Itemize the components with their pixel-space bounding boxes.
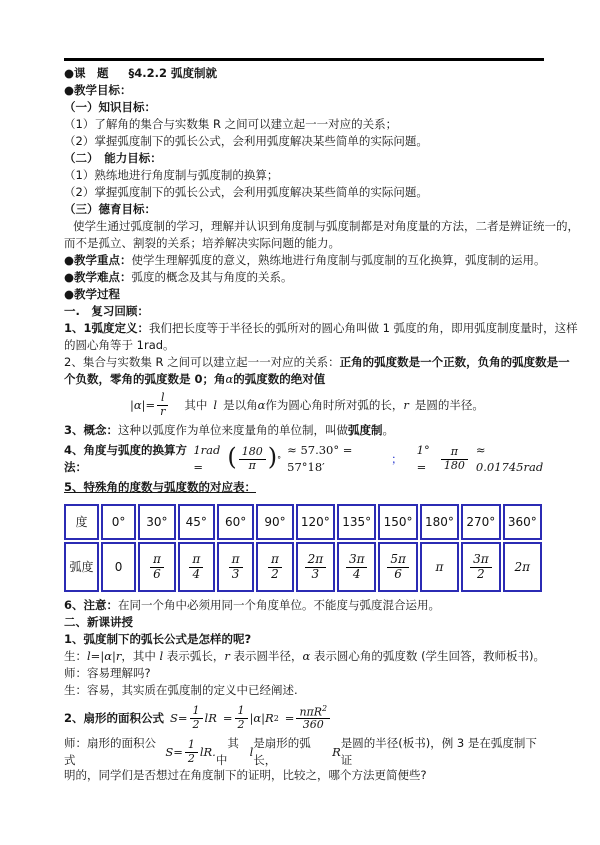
degree-cell: 30° xyxy=(138,504,175,540)
abs-formula-denominator: r xyxy=(160,404,166,418)
radian-denominator: 6 xyxy=(153,566,161,581)
degree-cell: 90° xyxy=(256,504,293,540)
sector-area-formula-line xyxy=(64,699,544,737)
radian-numerator: π xyxy=(189,553,203,567)
radian-denominator: 3 xyxy=(311,566,320,581)
correspondence-line2 xyxy=(64,371,544,388)
student1-var-r: r xyxy=(224,649,230,663)
review-heading: 一. 复习回顾： xyxy=(64,304,149,318)
conv-f1-result: ≈ 57.30° = 57°18′ xyxy=(287,443,353,474)
radian-numerator: π xyxy=(150,553,164,567)
radian-definition-line2: 的圆心角等于 1rad。 xyxy=(64,338,175,352)
conversion-label: 4、角度与弧度的换算方法： xyxy=(64,443,188,474)
conv-f1-numerator: 180 xyxy=(239,446,266,459)
radian-cell xyxy=(461,542,500,592)
radian-definition-label: 1、1弧度定义： xyxy=(64,321,150,335)
arc-length-question: 1、弧度制下的弧长公式是怎样的呢? xyxy=(64,632,252,646)
area-f3-num-text: nπR xyxy=(299,705,323,719)
course-label: ●课 题 xyxy=(64,66,109,80)
radian-denominator: 4 xyxy=(192,566,201,581)
conv-degree-sup: ° xyxy=(277,454,282,464)
radian-fraction xyxy=(387,553,409,580)
radian-fraction xyxy=(346,553,368,580)
moral-goal-line2: 而不是孤立、割裂的关系；培养解决实际问题的能力。 xyxy=(64,236,340,250)
student1-text3: 表示圆心角的弧度数 (学生回答，教师板书)。 xyxy=(310,649,546,663)
radian-header-cell: 弧度 xyxy=(64,542,99,592)
radian-cell: π xyxy=(420,542,459,592)
concept-line xyxy=(64,422,544,439)
radian-row xyxy=(64,542,542,592)
abs-var-l: l xyxy=(213,397,218,412)
absolute-value-formula-line xyxy=(64,388,544,422)
concept-label: 3、概念： xyxy=(64,423,119,437)
radian-numerator: π xyxy=(268,553,282,567)
radian-numerator: 2π xyxy=(305,553,327,567)
radian-cell: 2π xyxy=(503,542,542,592)
radian-cell xyxy=(296,542,335,592)
radian-fraction xyxy=(305,553,327,580)
radian-cell xyxy=(337,542,376,592)
abs-desc-4: 是圆的半径。 xyxy=(414,397,484,412)
radian-denominator: 3 xyxy=(231,566,240,581)
radian-cell: 0 xyxy=(101,542,136,592)
area-s: S= xyxy=(170,710,188,725)
radian-denominator: 2 xyxy=(477,566,485,581)
degree-cell: 180° xyxy=(420,504,459,540)
conv-f2-numerator: π xyxy=(441,446,468,459)
abs-desc-2: 是以角 xyxy=(223,397,258,412)
teaching-goals-heading: ●教学目标： xyxy=(64,83,132,97)
sector-area-label: 2、扇形的面积公式 xyxy=(64,710,165,725)
conv-f1-pre: 1rad = xyxy=(193,443,221,474)
teacher-question-1: 师：容易理解吗? xyxy=(64,666,151,680)
conv-f1-fraction xyxy=(239,446,266,471)
student-answer-1 xyxy=(64,648,544,665)
knowledge-goal-1: （1）了解角的集合与实数集 R 之间可以建立起一一对应的关系； xyxy=(64,117,398,131)
area-third-fraction xyxy=(296,705,330,732)
conv-f2-result: ≈ 0.01745rad xyxy=(475,443,544,474)
ability-goals-heading: （二） 能力目标： xyxy=(64,151,162,165)
conv-f2-fraction xyxy=(441,446,468,471)
radian-cell xyxy=(138,542,175,592)
area-eq1: = xyxy=(222,710,233,725)
teacher2-f-numerator: 1 xyxy=(185,739,198,752)
new-lesson-heading: 二、新课讲授 xyxy=(64,615,133,629)
radian-cell xyxy=(217,542,254,592)
teacher-explanation-line1 xyxy=(64,737,544,767)
teacher2-half-fraction xyxy=(185,739,198,764)
ability-goal-1: （1）熟练地进行角度制与弧度制的换算； xyxy=(64,168,279,182)
teacher2-f-denominator: 2 xyxy=(187,751,195,765)
course-title-line xyxy=(64,65,544,82)
correspondence-bold2: 个负数，零角的弧度数是 0；角 xyxy=(64,372,226,386)
teacher2-mid2: 是扇形的弧长， xyxy=(253,736,311,767)
area-f1-denominator: 2 xyxy=(192,717,200,731)
conv-f1-denominator: π xyxy=(248,458,256,472)
correspondence-line1 xyxy=(64,354,570,371)
correspondence-bold3: 的弧度数的绝对值 xyxy=(233,372,326,386)
abs-formula-numerator: l xyxy=(157,392,168,405)
concept-bold-term: 弧度制 xyxy=(348,423,383,437)
degree-header-cell: 度 xyxy=(64,504,99,540)
student1-text2: 表示圆半径， xyxy=(229,649,303,663)
area-eq2: = xyxy=(284,710,295,725)
radian-definition-text: 我们把长度等于半径长的弧所对的圆心角叫做 1 弧度的角，即用弧度制度量时，这样 xyxy=(149,321,578,335)
student1-alpha: α xyxy=(302,649,311,663)
knowledge-goal-2: （2）掌握弧度制下的弧长公式，会利用弧度解决某些简单的实际问题。 xyxy=(64,134,428,148)
alpha-symbol: α xyxy=(225,372,234,386)
concept-text: 这种以弧度作为单位来度量角的单位制，叫做 xyxy=(118,423,349,437)
degree-cell: 120° xyxy=(296,504,335,540)
area-f2-denominator: 2 xyxy=(237,717,245,731)
degree-cell: 45° xyxy=(178,504,215,540)
teacher-explanation-line2: 明的，同学们是否想过在角度制下的证明，比较之，哪个方法更简便些? xyxy=(64,768,427,782)
conversion-formula-line: 4、角度与弧度的换算方法： 1rad = ( $\frac{180}{\pi}$ ) ° ≈ 57.30° = 57°18′ ； 1° = $\frac{\pi}{180}$ ≈ 0.01745rad xyxy=(64,443,544,474)
radian-fraction xyxy=(150,553,164,580)
degree-radian-table xyxy=(62,502,544,594)
area-mid: |α|R xyxy=(249,710,274,725)
student1-mid: ，其中 xyxy=(121,649,160,663)
emphasis-label: ●教学重点： xyxy=(64,253,132,267)
teacher2-var-r: R xyxy=(332,744,341,759)
radian-denominator: 2 xyxy=(271,566,279,581)
degree-cell: 0° xyxy=(101,504,136,540)
note-line xyxy=(64,597,544,614)
degree-row xyxy=(64,504,542,540)
area-f3-sup: 2 xyxy=(322,703,328,713)
emphasis-text: 使学生理解弧度的意义，熟练地进行角度制与弧度制的互化换算，弧度制的运用。 xyxy=(131,253,546,267)
degree-cell: 135° xyxy=(337,504,376,540)
note-text: 在同一个角中必须用同一个角度单位。不能度与弧度混合运用。 xyxy=(118,598,441,612)
degree-cell: 270° xyxy=(461,504,500,540)
area-f1-numerator: 1 xyxy=(190,705,203,718)
teaching-emphasis-line xyxy=(64,252,544,269)
radian-cell xyxy=(178,542,215,592)
degree-cell: 360° xyxy=(503,504,542,540)
radian-denominator: 4 xyxy=(352,566,361,581)
radian-fraction xyxy=(189,553,203,580)
teaching-process-heading: ●教学过程 xyxy=(64,287,121,301)
student1-var-l: l xyxy=(159,649,164,663)
teacher2-s: S= xyxy=(165,744,183,759)
radian-fraction xyxy=(229,553,243,580)
area-lr: lR xyxy=(204,710,217,725)
abs-var-r: r xyxy=(403,397,409,412)
abs-formula-lhs: |α|= xyxy=(130,397,156,412)
radian-denominator: 6 xyxy=(394,566,402,581)
area-f3-numerator xyxy=(296,705,330,720)
knowledge-goals-heading: （一）知识目标： xyxy=(64,100,156,114)
difficulty-label: ●教学难点： xyxy=(64,270,132,284)
area-f3-denominator: 360 xyxy=(302,718,324,732)
radian-numerator: π xyxy=(229,553,243,567)
radian-definition-line1 xyxy=(64,320,578,337)
radian-numerator: 3π xyxy=(470,553,492,567)
page-content xyxy=(64,58,579,784)
ability-goal-2: （2）掌握弧度制下的弧长公式，会利用弧度解决某些简单的实际问题。 xyxy=(64,185,428,199)
teacher2-mid1: 其中 xyxy=(215,736,239,767)
concept-end: 。 xyxy=(382,423,395,437)
student1-text1: 表示弧长， xyxy=(163,649,225,663)
radian-numerator: 5π xyxy=(387,553,409,567)
teacher2-var-l: l xyxy=(249,744,254,759)
correspondence-prefix: 2、集合与实数集 R 之间可以建立起一一对应的关系： xyxy=(64,355,340,369)
degree-cell: 60° xyxy=(217,504,254,540)
teacher2-mid3: 是圆的半径(板书)，例 3 是在弧度制下证 xyxy=(340,736,537,767)
teacher2-lr: lR. xyxy=(199,744,216,759)
abs-desc-1: 其中 xyxy=(184,397,208,412)
course-title: §4.2.2 弧度制就 xyxy=(128,66,218,80)
area-sup: 2 xyxy=(273,713,279,723)
radian-numerator: 3π xyxy=(346,553,368,567)
conv-f2-pre: 1° = xyxy=(416,443,430,474)
degree-cell: 150° xyxy=(378,504,417,540)
correspondence-bold1: 正角的弧度数是一个正数，负角的弧度数是一 xyxy=(339,355,570,369)
conv-separator: ； xyxy=(391,451,403,466)
abs-formula-fraction xyxy=(157,392,168,417)
teacher2-prefix: 师：扇形的面积公式 xyxy=(64,736,156,767)
difficulty-text: 弧度的概念及其与角度的关系。 xyxy=(131,270,293,284)
abs-desc-3: 作为圆心角时所对弧的长， xyxy=(265,397,404,412)
radian-cell xyxy=(378,542,417,592)
arc-length-formula: l=|α|r xyxy=(87,649,122,663)
radian-cell xyxy=(256,542,293,592)
conv-f2-denominator: 180 xyxy=(443,458,465,472)
note-label: 6、注意： xyxy=(64,598,119,612)
student1-prefix: 生： xyxy=(64,649,87,663)
radian-fraction xyxy=(268,553,282,580)
teaching-difficulty-line xyxy=(64,269,544,286)
student-answer-2: 生：容易，其实质在弧度制的定义中已经阐述. xyxy=(64,683,298,697)
radian-fraction xyxy=(470,553,492,580)
special-angles-heading: 5、特殊角的度数与弧度数的对应表： xyxy=(64,480,256,494)
abs-alpha: α xyxy=(257,397,266,412)
area-f2-numerator: 1 xyxy=(235,705,248,718)
area-half-fraction-1 xyxy=(190,705,203,730)
moral-goal-line1: 使学生通过弧度制的学习，理解并认识到角度制与弧度制都是对角度量的方法，二者是辨证统一的， xyxy=(73,219,579,233)
moral-goals-heading: （三）德育目标： xyxy=(64,202,156,216)
area-half-fraction-2 xyxy=(235,705,248,730)
